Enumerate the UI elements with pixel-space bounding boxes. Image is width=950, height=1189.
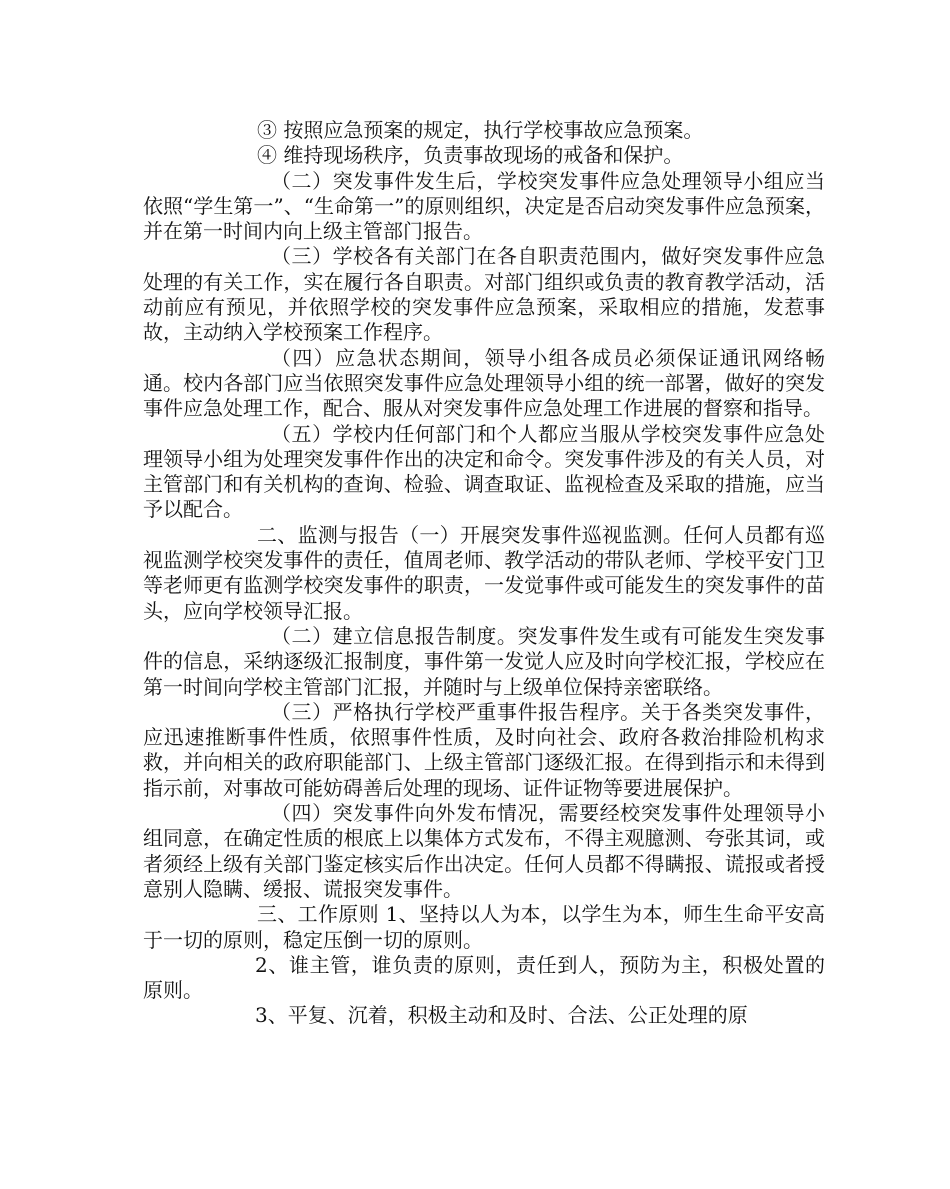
paragraph-response-2: （二）突发事件发生后，学校突发事件应急处理领导小组应当依照“学生第一”、“生命第一”的原则组织，决定是否启动突发事件应急预案，并在第一时间内向上级主管部门报告。 — [143, 168, 825, 244]
paragraph-response-4: （四）应急状态期间，领导小组各成员必须保证通讯网络畅通。校内各部门应当依照突发事件应急处理领导小组的统一部署，做好的突发事件应急处理工作，配合、服从对突发事件应急处理工作进展的督察和指导。 — [143, 345, 825, 421]
document-body — [143, 118, 825, 1029]
paragraph-monitoring-4: （四）突发事件向外发布情况，需要经校突发事件处理领导小组同意，在确定性质的根底上以集体方式发布，不得主观臆测、夸张其词，或者须经上级有关部门鉴定核实后作出决定。任何人员都不得瞒报、谎报或者授意别人隐瞒、缓报、谎报突发事件。 — [143, 801, 825, 901]
paragraph-emergency-plan-item-4: ④ 维持现场秩序，负责事故现场的戒备和保护。 — [257, 143, 684, 168]
paragraph-emergency-plan-item-3: ③ 按照应急预案的规定，执行学校事故应急预案。 — [257, 118, 704, 142]
paragraph-section-principles: 三、工作原则 1、坚持以人为本，以学生为本，师生生命平安高于一切的原则，稳定压倒一切的原则。 — [143, 902, 825, 952]
paragraph-section-monitoring: 二、监测与报告（一）开展突发事件巡视监测。任何人员都有巡视监测学校突发事件的责任，值周老师、教学活动的带队老师、学校平安门卫等老师更有监测学校突发事件的职责，一发觉事件或可能发生的突发事件的苗头，应向学校领导汇报。 — [143, 522, 825, 623]
paragraph-principle-2: 2、谁主管，谁负责的原则，责任到人，预防为主，积极处置的原则。 — [143, 952, 825, 1003]
paragraph-monitoring-2: （二）建立信息报告制度。突发事件发生或有可能发生突发事件的信息，采纳逐级汇报制度，事件第一发觉人应及时向学校汇报，学校应在第一时间向学校主管部门汇报，并随时与上级单位保持亲密联络。 — [143, 623, 825, 699]
paragraph-principle-3: 3、平复、沉着，积极主动和及时、合法、公正处理的原 — [255, 1003, 748, 1028]
paragraph-monitoring-3: （三）严格执行学校严重事件报告程序。关于各类突发事件，应迅速推断事件性质，依照事件性质，及时向社会、政府各救治排险机构求救，并向相关的政府职能部门、上级主管部门逐级汇报。在得到指示和未得到指示前，对事故可能妨碍善后处理的现场、证件证物等要进展保护。 — [143, 699, 825, 800]
paragraph-response-3: （三）学校各有关部门在各自职责范围内，做好突发事件应急处理的有关工作，实在履行各自职责。对部门组织或负责的教育教学活动，活动前应有预见，并依照学校的突发事件应急预案，采取相应的措施，发惹事故，主动纳入学校预案工作程序。 — [143, 244, 825, 345]
paragraph-response-5: （五）学校内任何部门和个人都应当服从学校突发事件应急处理领导小组为处理突发事件作出的决定和命令。突发事件涉及的有关人员，对主管部门和有关机构的查询、检验、调查取证、监视检查及采取的措施，应当予以配合。 — [143, 421, 825, 522]
